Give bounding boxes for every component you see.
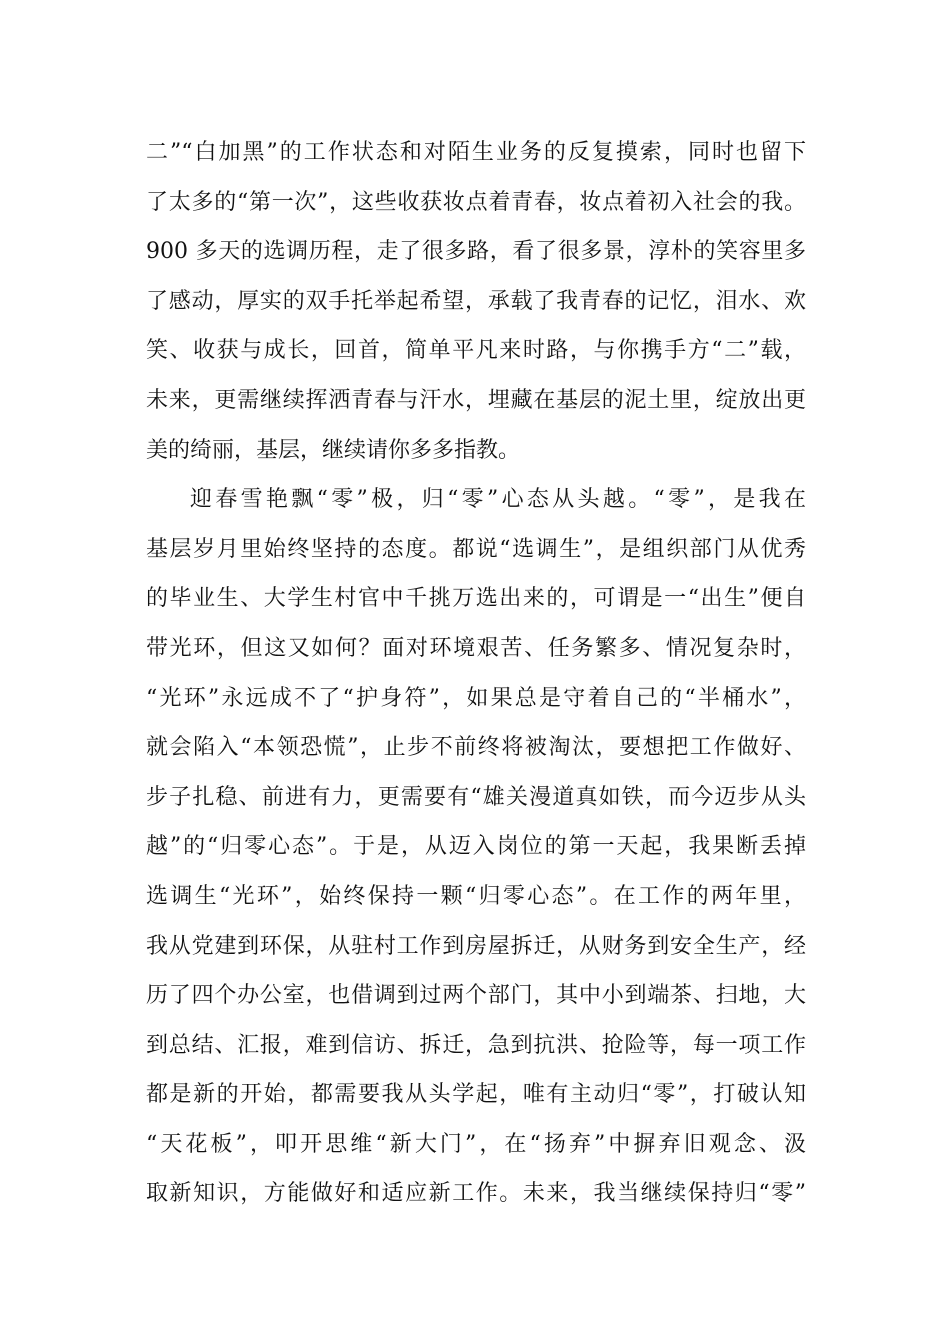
text-line-22: 取新知识，方能做好和适应新工作。未来，我当继续保持归“零” xyxy=(146,1181,806,1207)
text-line-17: 我从党建到环保，从驻村工作到房屋拆迁，从财务到安全生产，经 xyxy=(146,933,806,959)
text-line-9: 基层岁月里始终坚持的态度。都说“选调生”，是组织部门从优秀 xyxy=(146,536,806,562)
text-line-6: 未来，更需继续挥洒青春与汗水，埋藏在基层的泥土里，绽放出更 xyxy=(146,387,806,413)
text-line-19: 到总结、汇报，难到信访、拆迁，急到抗洪、抢险等，每一项工作 xyxy=(146,1032,806,1058)
text-line-21: “天花板”，叩开思维“新大门”，在“扬弃”中摒弃旧观念、汲 xyxy=(146,1131,806,1157)
text-line-2: 了太多的“第一次”，这些收获妆点着青春，妆点着初入社会的我。 xyxy=(146,189,806,215)
body-text xyxy=(146,128,806,1219)
text-line-1: 二”“白加黑”的工作状态和对陌生业务的反复摸索，同时也留下 xyxy=(146,140,806,165)
text-line-5: 笑、收获与成长，回首，简单平凡来时路，与你携手方“二”载， xyxy=(146,338,806,364)
text-line-7: 美的绮丽，基层，继续请你多多指教。 xyxy=(146,437,521,463)
text-line-16: 选调生“光环”，始终保持一颗“归零心态”。在工作的两年里， xyxy=(146,883,806,909)
text-line-20: 都是新的开始，都需要我从头学起，唯有主动归“零”，打破认知 xyxy=(146,1082,806,1108)
text-line-13: 就会陷入“本领恐慌”，止步不前终将被淘汰，要想把工作做好、 xyxy=(146,735,806,761)
text-line-15: 越”的“归零心态”。于是，从迈入岗位的第一天起，我果断丢掉 xyxy=(146,834,806,860)
text-line-10: 的毕业生、大学生村官中千挑万选出来的，可谓是一“出生”便自 xyxy=(146,586,806,612)
text-line-12: “光环”永远成不了“护身符”，如果总是守着自己的“半桶水”， xyxy=(146,685,806,711)
text-line-3: 900 多天的选调历程，走了很多路，看了很多景，淳朴的笑容里多 xyxy=(146,239,806,265)
text-line-4: 了感动，厚实的双手托举起希望，承载了我青春的记忆，泪水、欢 xyxy=(146,288,806,314)
text-line-11: 带光环，但这又如何？面对环境艰苦、任务繁多、情况复杂时， xyxy=(146,635,806,661)
text-line-8: 迎春雪艳飘“零”极，归“零”心态从头越。“零”，是我在 xyxy=(190,487,806,513)
text-line-18: 历了四个办公室，也借调到过两个部门，其中小到端茶、扫地，大 xyxy=(146,983,806,1009)
text-line-14: 步子扎稳、前进有力，更需要有“雄关漫道真如铁，而今迈步从头 xyxy=(146,784,806,810)
